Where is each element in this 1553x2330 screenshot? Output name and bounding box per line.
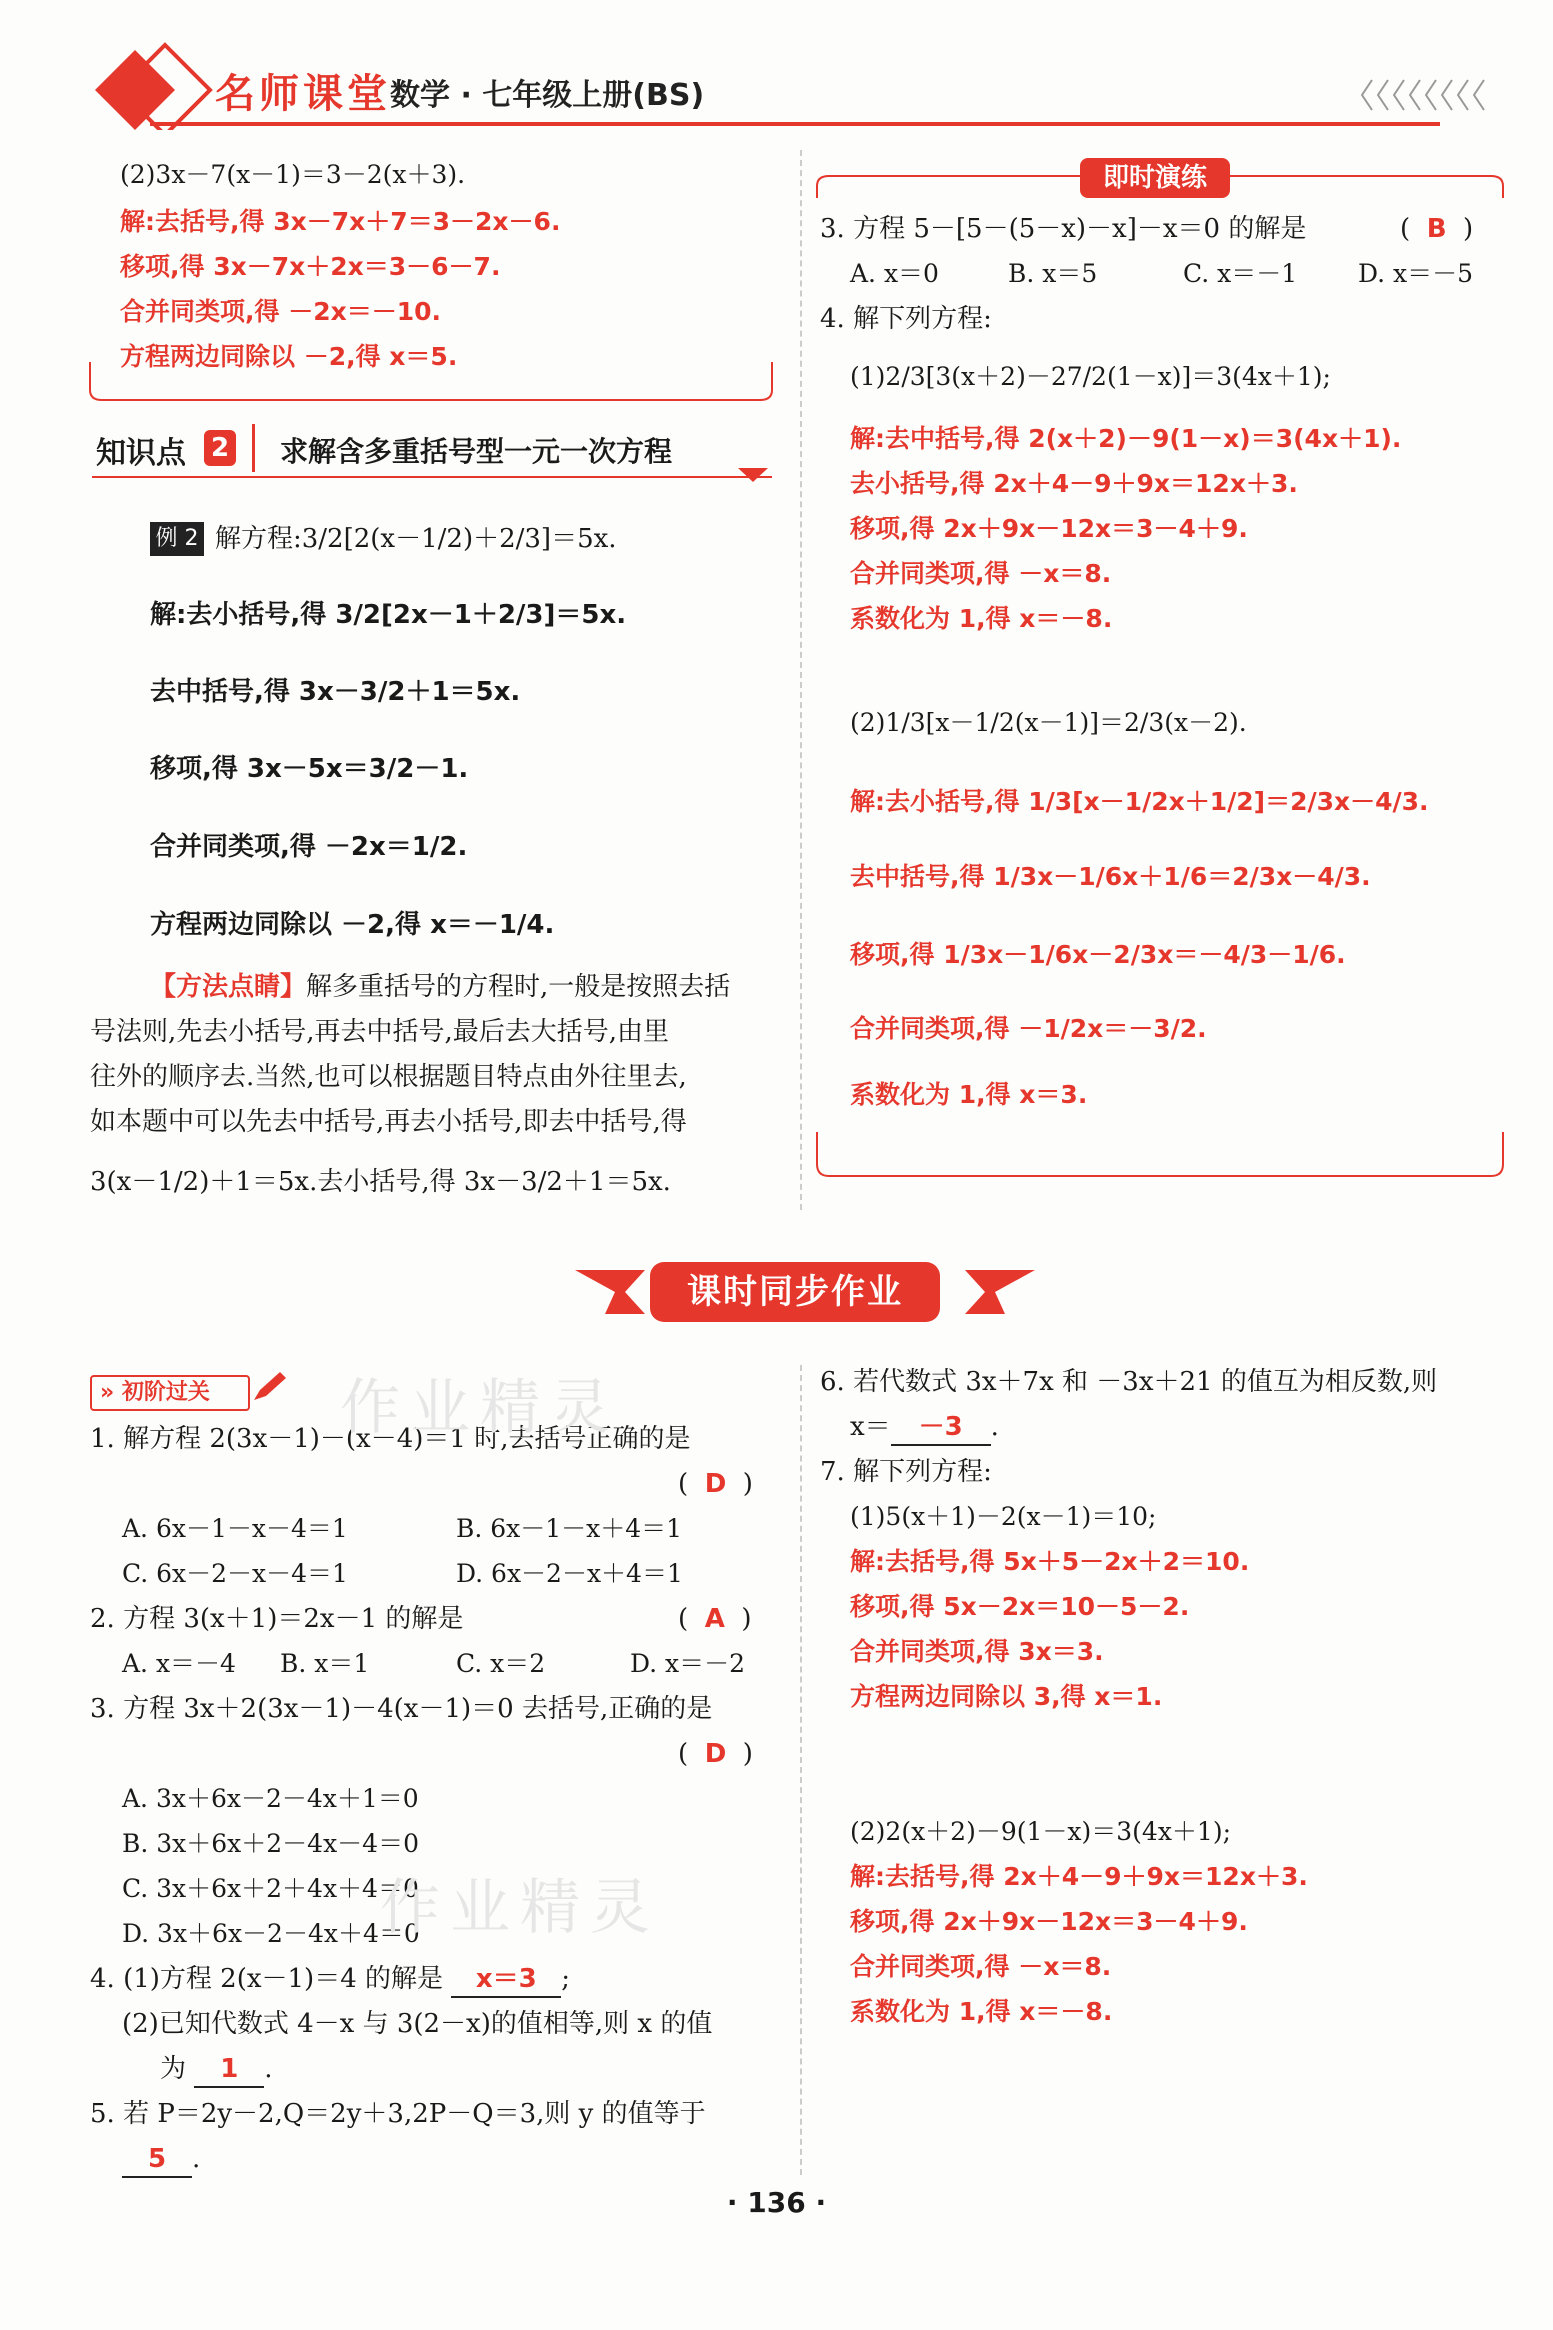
- example-step: 合并同类项,得 －2x＝1/2.: [150, 832, 468, 862]
- hw-q5-answer-line: 5 .: [122, 2142, 200, 2178]
- example-step: 方程两边同除以 －2,得 x＝－1/4.: [150, 910, 555, 940]
- practice-q3-answer: ( B ): [1400, 214, 1474, 244]
- left-problem-2: (2)3x－7(x－1)＝3－2(x＋3).: [120, 160, 466, 189]
- hw-q7-p2-step: 系数化为 1,得 x＝－8.: [850, 1997, 1113, 2026]
- example-step: 解:去小括号,得 3/2[2x－1＋2/3]＝5x.: [150, 600, 627, 630]
- homework-title: 课时同步作业: [650, 1262, 940, 1322]
- hw-q7-p2-step: 移项,得 2x＋9x－12x＝3－4＋9.: [850, 1907, 1248, 1936]
- pencil-icon: [250, 1368, 290, 1404]
- practice-bottom-bracket: [815, 1130, 1505, 1180]
- practice-q4-p1-step: 合并同类项,得 －x＝8.: [850, 559, 1112, 588]
- hw-q7-p1-step: 合并同类项,得 3x＝3.: [850, 1637, 1104, 1666]
- watermark: 作业精灵: [340, 1373, 620, 1443]
- kp-label: 知识点: [96, 436, 186, 471]
- hw-q7-p1: (1)5(x＋1)－2(x－1)＝10;: [850, 1502, 1157, 1531]
- hw-q4-part2: (2)已知代数式 4－x 与 3(2－x)的值相等,则 x 的值: [122, 2009, 713, 2039]
- kp-arrow-icon: [738, 468, 768, 484]
- hw-q2-option: D. x＝－2: [630, 1649, 746, 1678]
- method-tip-label: 【方法点睛】: [150, 972, 307, 1002]
- banner-right-ribbon-icon: [955, 1262, 1035, 1322]
- hw-q7-p2-step: 解:去括号,得 2x＋4－9＋9x＝12x＋3.: [850, 1862, 1308, 1891]
- practice-q4-p2-step: 系数化为 1,得 x＝3.: [850, 1080, 1088, 1109]
- page-number: · 136 ·: [726, 2186, 827, 2219]
- hw-q1-option: C. 6x－2－x－4＝1: [122, 1559, 348, 1588]
- column-divider-bottom: [800, 1365, 802, 2175]
- header-chevrons-icon: [1360, 75, 1500, 115]
- practice-q3-option: A. x＝0: [850, 259, 939, 288]
- left-box-bracket: [88, 360, 774, 404]
- hw-q7-p1-step: 移项,得 5x－2x＝10－5－2.: [850, 1592, 1190, 1621]
- practice-q4-p1-step: 解:去中括号,得 2(x＋2)－9(1－x)＝3(4x＋1).: [850, 424, 1402, 453]
- column-divider: [800, 150, 802, 1210]
- practice-q4-p2: (2)1/3[x－1/2(x－1)]＝2/3(x－2).: [850, 708, 1247, 737]
- hw-q1-answer: ( D ): [678, 1469, 753, 1499]
- left-solution-line: 移项,得 3x－7x＋2x＝3－6－7.: [120, 252, 501, 281]
- header-diamond-logo-icon: [90, 40, 220, 130]
- kp-title: 求解含多重括号型一元一次方程: [280, 435, 673, 468]
- hw-q2-option: A. x＝－4: [122, 1649, 236, 1678]
- knowledge-point-bar: [92, 420, 772, 480]
- header-subject: 数学 · 七年级上册(BS): [390, 78, 705, 113]
- header-brand: 名师课堂: [215, 71, 391, 117]
- left-solution-line: 合并同类项,得 －2x＝－10.: [120, 297, 442, 326]
- example-tag: 例 2: [150, 522, 204, 556]
- method-tip-text: 解多重括号的方程时,一般是按照去括: [306, 972, 731, 1002]
- hw-q1-option: A. 6x－1－x－4＝1: [122, 1514, 348, 1543]
- hw-q3-option: B. 3x＋6x＋2－4x－4＝0: [122, 1829, 419, 1858]
- hw-q3-stem: 3. 方程 3x＋2(3x－1)－4(x－1)＝0 去括号,正确的是: [90, 1694, 713, 1724]
- hw-q1-stem: 1. 解方程 2(3x－1)－(x－4)＝1 时,去括号正确的是: [90, 1424, 691, 1454]
- practice-q4-p2-step: 移项,得 1/3x－1/6x－2/3x＝－4/3－1/6.: [850, 940, 1346, 969]
- chevron-right-icon: »: [100, 1380, 115, 1405]
- hw-q3-answer: ( D ): [678, 1739, 753, 1769]
- hw-q5-stem: 5. 若 P＝2y－2,Q＝2y＋3,2P－Q＝3,则 y 的值等于: [90, 2099, 706, 2129]
- practice-q4-p2-step: 去中括号,得 1/3x－1/6x＋1/6＝2/3x－4/3.: [850, 862, 1371, 891]
- hw-q2-answer: ( A ): [678, 1604, 752, 1634]
- practice-q4-p1-step: 移项,得 2x＋9x－12x＝3－4＋9.: [850, 514, 1248, 543]
- hw-q7-stem: 7. 解下列方程:: [820, 1457, 992, 1487]
- hw-q6-answer-line: x＝ －3 .: [850, 1410, 999, 1446]
- page-header: [90, 40, 1510, 130]
- hw-q4-p2-answer: 1: [194, 2052, 264, 2088]
- hw-q1-option: B. 6x－1－x＋4＝1: [456, 1514, 683, 1543]
- method-tip-line: 如本题中可以先去中括号,再去小括号,即去中括号,得: [90, 1107, 687, 1137]
- hw-q2-stem: 2. 方程 3(x＋1)＝2x－1 的解是: [90, 1604, 464, 1634]
- header-rule: [150, 122, 1440, 126]
- hw-q7-p2-step: 合并同类项,得 －x＝8.: [850, 1952, 1112, 1981]
- practice-q3-option: D. x＝－5: [1358, 259, 1474, 288]
- left-solution-line: 解:去括号,得 3x－7x＋7＝3－2x－6.: [120, 207, 561, 236]
- hw-q2-option: B. x＝1: [280, 1649, 370, 1678]
- example-problem: 解方程:3/2[2(x－1/2)＋2/3]＝5x.: [215, 524, 617, 554]
- practice-q4-p1-step: 系数化为 1,得 x＝－8.: [850, 604, 1113, 633]
- example-step: 移项,得 3x－5x＝3/2－1.: [150, 754, 469, 784]
- hw-q3-option: A. 3x＋6x－2－4x＋1＝0: [122, 1784, 419, 1813]
- hw-q7-p1-step: 方程两边同除以 3,得 x＝1.: [850, 1682, 1163, 1711]
- practice-q3-option: B. x＝5: [1008, 259, 1098, 288]
- practice-q4-p1-step: 去小括号,得 2x＋4－9＋9x＝12x＋3.: [850, 469, 1298, 498]
- level-label: 初阶过关: [121, 1380, 210, 1405]
- practice-q4-p1: (1)2/3[3(x＋2)－27/2(1－x)]＝3(4x＋1);: [850, 362, 1331, 391]
- hw-q6-answer: －3: [891, 1410, 991, 1446]
- kp-number-badge: 2: [204, 430, 236, 466]
- hw-q4-part2-answer-line: 为 1 .: [160, 2052, 273, 2088]
- banner-left-ribbon-icon: [575, 1262, 655, 1322]
- watermark: 作业精灵: [380, 1873, 660, 1943]
- hw-q6-stem: 6. 若代数式 3x＋7x 和 －3x＋21 的值互为相反数,则: [820, 1367, 1438, 1397]
- left-solution-line: 方程两边同除以 －2,得 x＝5.: [120, 342, 458, 371]
- practice-q4-p2-step: 合并同类项,得 －1/2x＝－3/2.: [850, 1014, 1207, 1043]
- hw-q5-answer: 5: [122, 2142, 192, 2178]
- practice-q4-stem: 4. 解下列方程:: [820, 304, 992, 334]
- method-tip-line: 号法则,先去小括号,再去中括号,最后去大括号,由里: [90, 1017, 670, 1047]
- method-tip-line: [150, 970, 730, 1004]
- hw-q4-p1-answer: x＝3: [451, 1962, 561, 1998]
- example-step: 去中括号,得 3x－3/2＋1＝5x.: [150, 677, 521, 707]
- practice-q3-stem: 3. 方程 5－[5－(5－x)－x]－x＝0 的解是: [820, 214, 1307, 244]
- practice-q3-option: C. x＝－1: [1183, 259, 1298, 288]
- hw-q7-p2: (2)2(x＋2)－9(1－x)＝3(4x＋1);: [850, 1817, 1231, 1846]
- hw-q7-p1-step: 解:去括号,得 5x＋5－2x＋2＝10.: [850, 1547, 1250, 1576]
- hw-q2-option: C. x＝2: [456, 1649, 546, 1678]
- hw-q3-option: C. 3x＋6x＋2＋4x＋4＝0: [122, 1874, 419, 1903]
- hw-q1-option: D. 6x－2－x＋4＝1: [456, 1559, 683, 1588]
- hw-q4-part1: 4. (1)方程 2(x－1)＝4 的解是 x＝3 ;: [90, 1962, 570, 1998]
- method-tip-line: 3(x－1/2)＋1＝5x.去小括号,得 3x－3/2＋1＝5x.: [90, 1167, 671, 1197]
- level-badge: [90, 1375, 250, 1411]
- method-tip-line: 往外的顺序去.当然,也可以根据题目特点由外往里去,: [90, 1062, 687, 1092]
- practice-q4-p2-step: 解:去小括号,得 1/3[x－1/2x＋1/2]＝2/3x－4/3.: [850, 787, 1429, 816]
- hw-q3-option: D. 3x＋6x－2－4x＋4＝0: [122, 1919, 420, 1948]
- practice-title: 即时演练: [1080, 158, 1230, 198]
